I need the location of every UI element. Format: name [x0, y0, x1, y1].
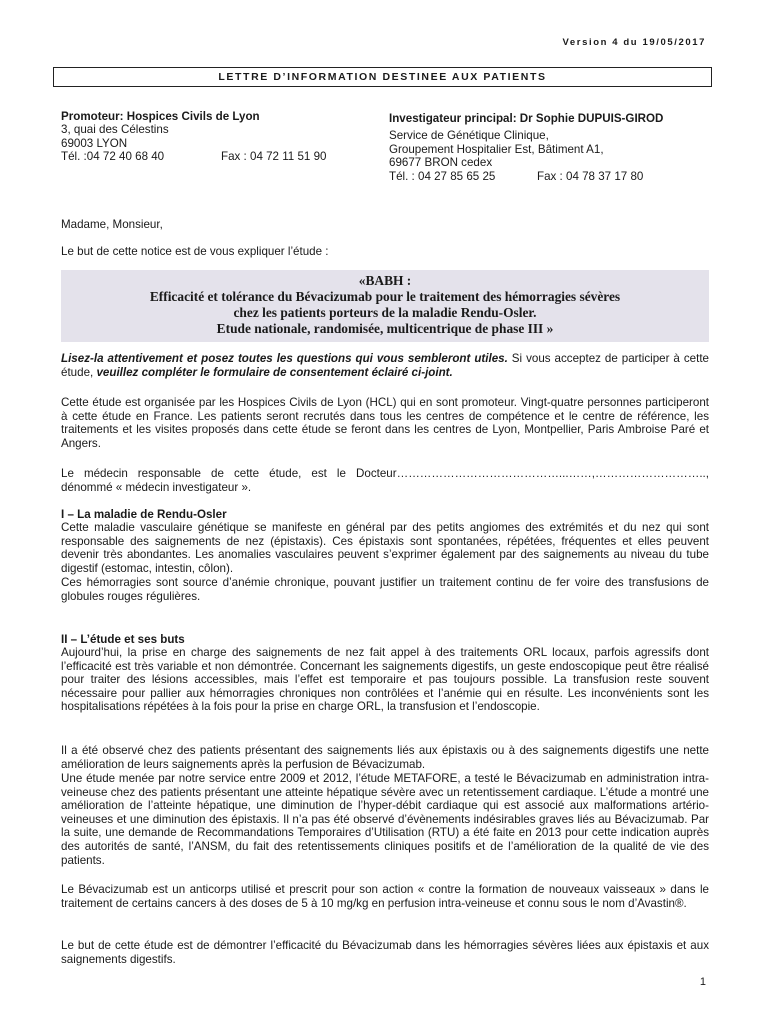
paragraph-organisation: Cette étude est organisée par les Hospices Civils de Lyon (HCL) qui en sont promoteur. Vingt-quatre personnes participeront à cette étude en France. Les patients seront recrutés dans tous les centres de compétence et le centre de référence, les traitements et les visites proposés dans cette étude se feront dans les centres de Lyon, Montpellier, Paris Ambroise Paré et Angers. — [61, 396, 709, 450]
investigateur-tel: Tél. : 04 27 85 65 25 — [389, 169, 496, 183]
study-title-line3: chez les patients porteurs de la maladie Rendu-Osler. — [233, 305, 537, 320]
greeting: Madame, Monsieur, — [61, 218, 163, 231]
intro-text: Le but de cette notice est de vous expliquer l’étude : — [61, 245, 329, 258]
promoteur-address-line2: 69003 LYON — [61, 136, 128, 150]
investigateur-heading: Investigateur principal: Dr Sophie DUPUIS-GIROD — [389, 112, 664, 125]
page-number: 1 — [699, 976, 706, 988]
section-2-paragraph-4: Le Bévacizumab est un anticorps utilisé et prescrit pour son action « contre la formation de nouveaux vaisseaux » dans le traitement de certains cancers à des doses de 5 à 10 mg/kg en perfusion intra-veineuse et connu sous le nom d’Avastin®. — [61, 883, 709, 910]
investigateur-line1: Service de Génétique Clinique, — [389, 129, 549, 143]
promoteur-fax: Fax : 04 72 11 51 90 — [221, 150, 327, 164]
section-2-paragraph-5: Le but de cette étude est de démontrer l’efficacité du Bévacizumab dans les hémorragies sévères liées aux épistaxis et aux saignements digestifs. — [61, 939, 709, 966]
section-2-title: II – L’étude et ses buts — [61, 633, 185, 646]
consent-emphasis: veuillez compléter le formulaire de consentement éclairé ci-joint. — [96, 365, 453, 379]
section-1-paragraph-2: Ces hémorragies sont source d’anémie chronique, pouvant justifier un traitement continu de fer voire des transfusions de globules rouges régulières. — [61, 576, 709, 603]
section-2-paragraph-3: Une étude menée par notre service entre 2009 et 2012, l’étude METAFORE, a testé le Bévacizumab en administration intra-veineuse chez des patients présentant une atteinte hépatique sévère avec un retentissement cardiaque. L’étude a montré une amélioration de l’atteinte hépatique, une diminution de l’hyper-débit cardiaque qui est associé aux malformations artério-veineuses et une diminution des épistaxis. Il n’a pas été observé d’évènements indésirables graves liés au Bévacizumab. Par la suite, une demande de Recommandations Temporaires d’Utilisation (RTU) a été faite en 2013 pour cette indication auprès des autorités de santé, l’ANSM, du fait des retentissements cliniques positifs et de l’amélioration de la qualité de vie des patients. — [61, 772, 709, 867]
section-1-paragraph-1: Cette maladie vasculaire génétique se manifeste en général par des petits angiomes des extrémités et du nez qui sont responsable des saignements de nez (épistaxis). Ces épistaxis sont spontanées, répétées, fréquentes et elles peuvent devenir très abondantes. Les anomalies vasculaires peuvent s’exprimer également par des saignements au niveau du tube digestif (estomac, intestin, côlon). — [61, 521, 709, 575]
study-title-line4: Etude nationale, randomisée, multicentrique de phase III » — [216, 321, 554, 336]
investigateur-line3: 69677 BRON cedex — [389, 156, 493, 170]
version-label: Version 4 du 19/05/2017 — [562, 37, 706, 48]
section-2-paragraph-1: Aujourd’hui, la prise en charge des saignements de nez fait appel à des traitements ORL locaux, parfois agressifs dont l’efficacité est très variable et non démontrée. Concernant les saignements digestifs, un geste endoscopique peut être réalisé pour traiter des lésions accessibles, mais l’effet est temporaire et pas toujours possible. La transfusion reste souvent nécessaire pour pallier aux hémorragies chroniques non contrôlées et l’anémie qui en résulte. Les inconvénients sont les hospitalisations répétées à la fois pour la prise en charge ORL, la transfusion et l’endoscopie. — [61, 646, 709, 714]
promoteur-address-line1: 3, quai des Célestins — [61, 123, 169, 137]
study-title-box — [61, 270, 709, 342]
paragraph-medecin: Le médecin responsable de cette étude, est le Docteur……………………………………...……,……………………….., dénommé « médecin investigateur ». — [61, 467, 709, 494]
promoteur-tel: Tél. :04 72 40 68 40 — [61, 150, 165, 164]
promoteur-heading: Promoteur: Hospices Civils de Lyon — [61, 110, 260, 123]
investigateur-block — [389, 112, 729, 183]
document-title: LETTRE D’INFORMATION DESTINEE AUX PATIENTS — [53, 67, 712, 87]
investigateur-fax: Fax : 04 78 37 17 80 — [537, 169, 644, 183]
promoteur-block — [61, 110, 361, 164]
section-2-paragraph-2: Il a été observé chez des patients présentant des saignements liés aux épistaxis ou à des saignements digestifs une nette amélioration de leurs saignements après la perfusion de Bévacizumab. — [61, 744, 709, 771]
paragraph-read-carefully — [61, 352, 709, 379]
study-title-line2: Efficacité et tolérance du Bévacizumab pour le traitement des hémorragies sévères — [149, 289, 621, 304]
read-carefully-emphasis: Lisez-la attentivement et posez toutes les questions qui vous sembleront utiles. — [61, 352, 508, 365]
section-1-title: I – La maladie de Rendu-Osler — [61, 508, 227, 521]
investigateur-line2: Groupement Hospitalier Est, Bâtiment A1, — [389, 142, 604, 156]
read-carefully-text: Si vous acceptez de participer à cette étude, — [61, 352, 709, 379]
study-title-line1: «BABH : — [358, 273, 412, 288]
